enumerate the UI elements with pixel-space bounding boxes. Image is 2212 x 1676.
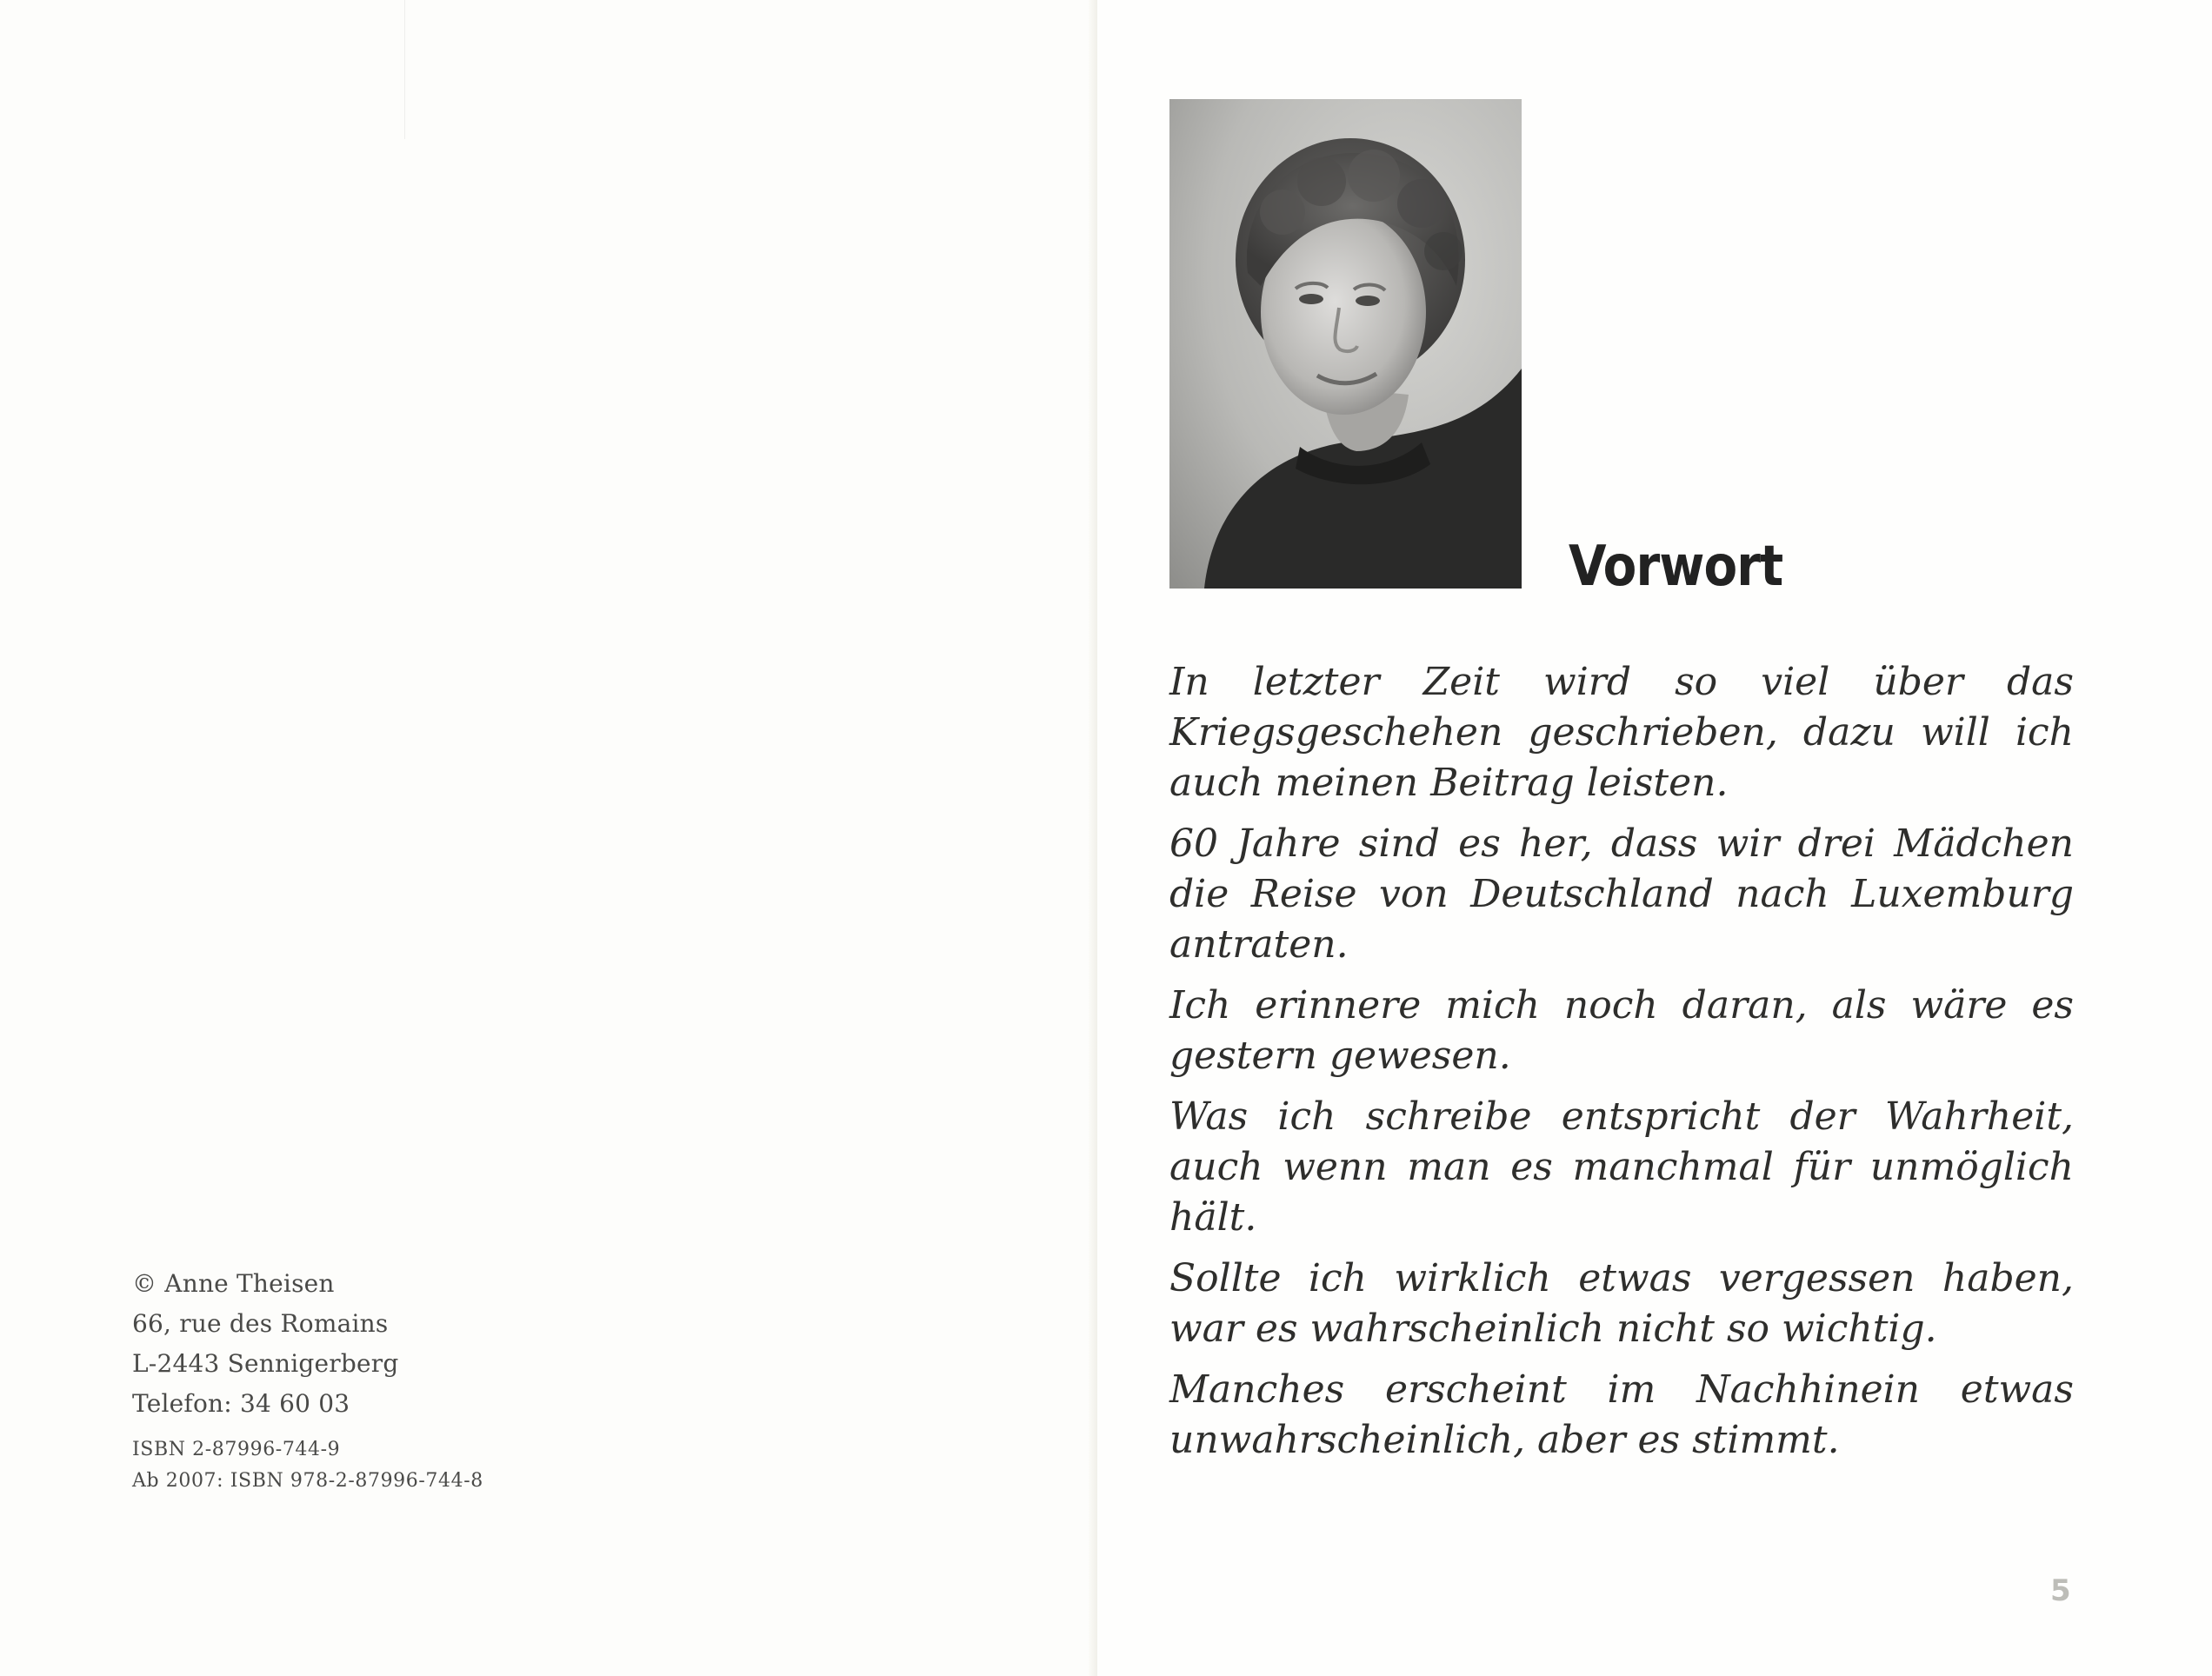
- page-number: 5: [2050, 1573, 2071, 1608]
- preface-paragraph: Ich erinnere mich noch daran, als wäre es gestern gewesen.: [1169, 983, 2074, 1078]
- page-crease: [404, 0, 405, 139]
- imprint-block: [132, 1264, 483, 1497]
- preface-paragraph: Was ich schreibe entspricht der Wahrheit, auch wenn man es manchmal für unmöglich hält.: [1169, 1094, 2074, 1240]
- preface-paragraph: Sollte ich wirklich etwas vergessen haben, war es wahrscheinlich nicht so wichtig.: [1169, 1256, 2074, 1351]
- preface-paragraph: Manches erscheint im Nachhinein etwas unwahrscheinlich, aber es stimmt.: [1169, 1367, 2074, 1462]
- isbn-line: ISBN 2-87996-744-9: [132, 1439, 341, 1460]
- address-city: L-2443 Sennigerberg: [132, 1349, 399, 1378]
- copyright-line: © Anne Theisen: [132, 1269, 335, 1298]
- phone-line: Telefon: 34 60 03: [132, 1389, 350, 1418]
- author-portrait: [1169, 99, 1522, 589]
- isbn-block: [132, 1434, 483, 1497]
- address-street: 66, rue des Romains: [132, 1309, 389, 1338]
- preface-paragraph: In letzter Zeit wird so viel über das Kriegsgeschehen geschrieben, dazu will ich auch meinen Beitrag leisten.: [1169, 660, 2074, 805]
- preface-heading: Vorwort: [1569, 535, 1783, 599]
- left-page: [0, 0, 1097, 1676]
- preface-text: [1169, 657, 2074, 1476]
- isbn-2007-line: Ab 2007: ISBN 978-2-87996-744-8: [132, 1470, 483, 1492]
- preface-paragraph: 60 Jahre sind es her, dass wir drei Mädchen die Reise von Deutschland nach Luxemburg antraten.: [1169, 821, 2074, 967]
